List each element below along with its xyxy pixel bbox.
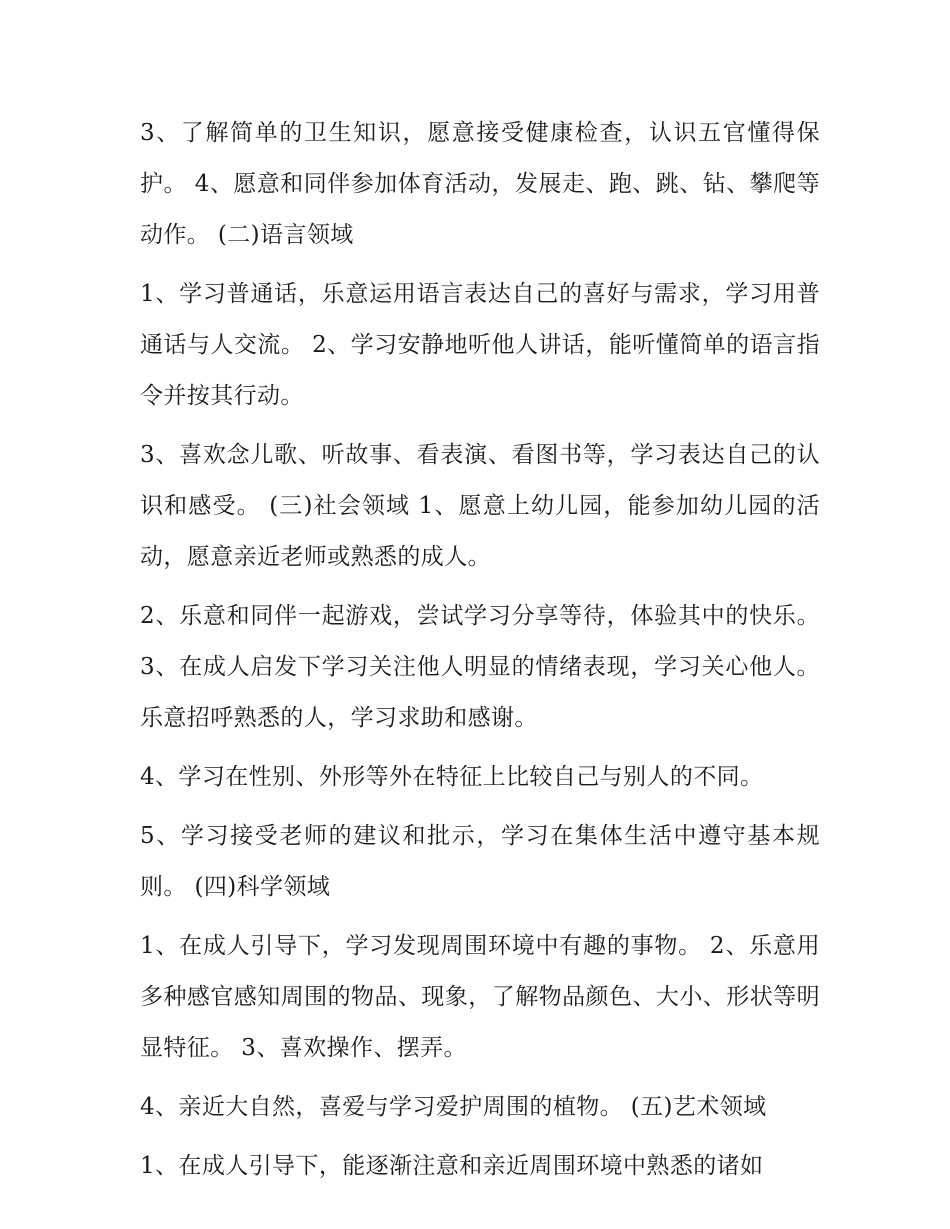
- paragraph-science-4: 4、亲近大自然，喜爱与学习爱护周围的植物。 (五)艺术领域: [140, 1094, 767, 1120]
- paragraph-social-5: 5、学习接受老师的建议和批示，学习在集体生活中遵守基本规则。 (四)科学领域: [140, 823, 820, 900]
- paragraph-social-4: 4、学习在性别、外形等外在特征上比较自己与别人的不同。: [140, 764, 764, 790]
- paragraph-science-1-3: 1、在成人引导下，学习发现周围环境中有趣的事物。 2、乐意用多种感官感知周围的物品、现象，了解物品颜色、大小、形状等明显特征。 3、喜欢操作、摆弄。: [140, 933, 820, 1061]
- paragraph-language-3-social-1: 3、喜欢念儿歌、听故事、看表演、看图书等，学习表达自己的认识和感受。 (三)社会领域 1、愿意上幼儿园，能参加幼儿园的活动，愿意亲近老师或熟悉的成人。: [140, 442, 820, 570]
- paragraph-language-1-2: 1、学习普通话，乐意运用语言表达自己的喜好与需求，学习用普通话与人交流。 2、学习安静地听他人讲话，能听懂简单的语言指令并按其行动。: [140, 281, 820, 409]
- paragraph-social-2-3: 2、乐意和同伴一起游戏，尝试学习分享等待，体验其中的快乐。 3、在成人启发下学习关注他人明显的情绪表现，学习关心他人。乐意招呼熟悉的人，学习求助和感谢。: [140, 603, 820, 731]
- paragraph-art-1: 1、在成人引导下，能逐渐注意和亲近周围环境中熟悉的诸如: [140, 1153, 764, 1179]
- paragraph-health-3-4: 3、了解简单的卫生知识，愿意接受健康检查，认识五官懂得保护。 4、愿意和同伴参加体育活动，发展走、跑、跳、钻、攀爬等动作。 (二)语言领域: [140, 120, 820, 248]
- document-body: [140, 108, 820, 1200]
